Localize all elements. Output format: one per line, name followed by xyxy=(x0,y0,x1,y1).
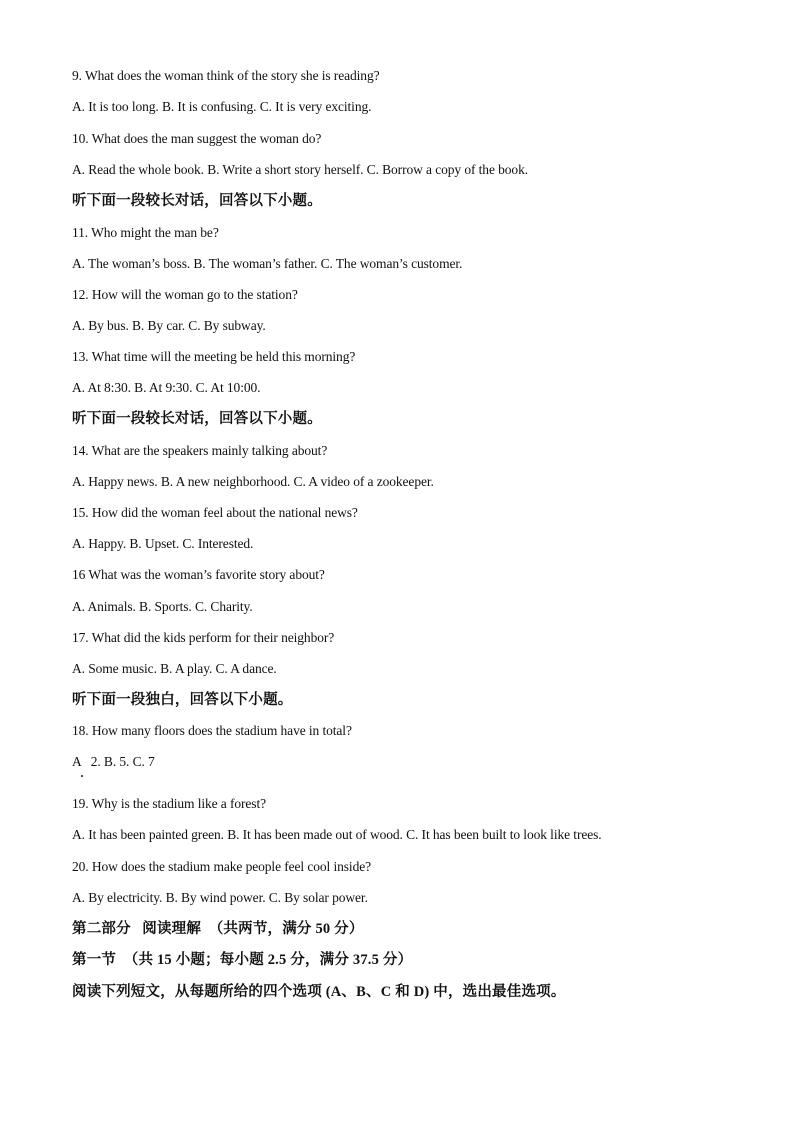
subsection-heading: 第一节 （共 15 小题；每小题 2.5 分，满分 37.5 分） xyxy=(72,952,413,968)
question-14: 14. What are the speakers mainly talking about? xyxy=(72,443,328,458)
options-11: A. The woman’s boss. B. The woman’s father. C. The woman’s customer. xyxy=(72,256,463,271)
options-16: A. Animals. B. Sports. C. Charity. xyxy=(72,599,253,614)
question-9: 9. What does the woman think of the story she is reading? xyxy=(72,68,380,83)
question-16: 16 What was the woman’s favorite story about? xyxy=(72,567,325,582)
options-18: A 2. B. 5. C. 7 xyxy=(72,754,155,769)
options-17: A. Some music. B. A play. C. A dance. xyxy=(72,661,277,676)
options-13: A. At 8:30. B. At 9:30. C. At 10:00. xyxy=(72,380,261,395)
section-instruction: 听下面一段较长对话，回答以下小题。 xyxy=(72,411,322,427)
section-instruction: 听下面一段较长对话，回答以下小题。 xyxy=(72,193,322,209)
question-19: 19. Why is the stadium like a forest? xyxy=(72,796,267,811)
question-11: 11. Who might the man be? xyxy=(72,225,219,240)
part-heading: 第二部分 阅读理解 （共两节，满分 50 分） xyxy=(72,921,364,937)
question-10: 10. What does the man suggest the woman do? xyxy=(72,131,322,146)
question-12: 12. How will the woman go to the station? xyxy=(72,287,298,302)
options-14: A. Happy news. B. A new neighborhood. C. A video of a zookeeper. xyxy=(72,474,434,489)
question-13: 13. What time will the meeting be held this morning? xyxy=(72,349,356,364)
options-10: A. Read the whole book. B. Write a short story herself. C. Borrow a copy of the book. xyxy=(72,162,528,177)
question-17: 17. What did the kids perform for their neighbor? xyxy=(72,630,335,645)
question-20: 20. How does the stadium make people feel cool inside? xyxy=(72,859,372,874)
reading-instruction: 阅读下列短文，从每题所给的四个选项 (A、B、C 和 D) 中，选出最佳选项。 xyxy=(72,984,566,1000)
stray-dot xyxy=(81,775,83,777)
options-15: A. Happy. B. Upset. C. Interested. xyxy=(72,536,254,551)
question-18: 18. How many floors does the stadium have in total? xyxy=(72,723,352,738)
options-20: A. By electricity. B. By wind power. C. By solar power. xyxy=(72,890,368,905)
question-15: 15. How did the woman feel about the national news? xyxy=(72,505,358,520)
options-9: A. It is too long. B. It is confusing. C. It is very exciting. xyxy=(72,99,372,114)
section-instruction: 听下面一段独白，回答以下小题。 xyxy=(72,692,293,708)
options-19: A. It has been painted green. B. It has been made out of wood. C. It has been built to look like trees. xyxy=(72,827,602,842)
options-12: A. By bus. B. By car. C. By subway. xyxy=(72,318,266,333)
